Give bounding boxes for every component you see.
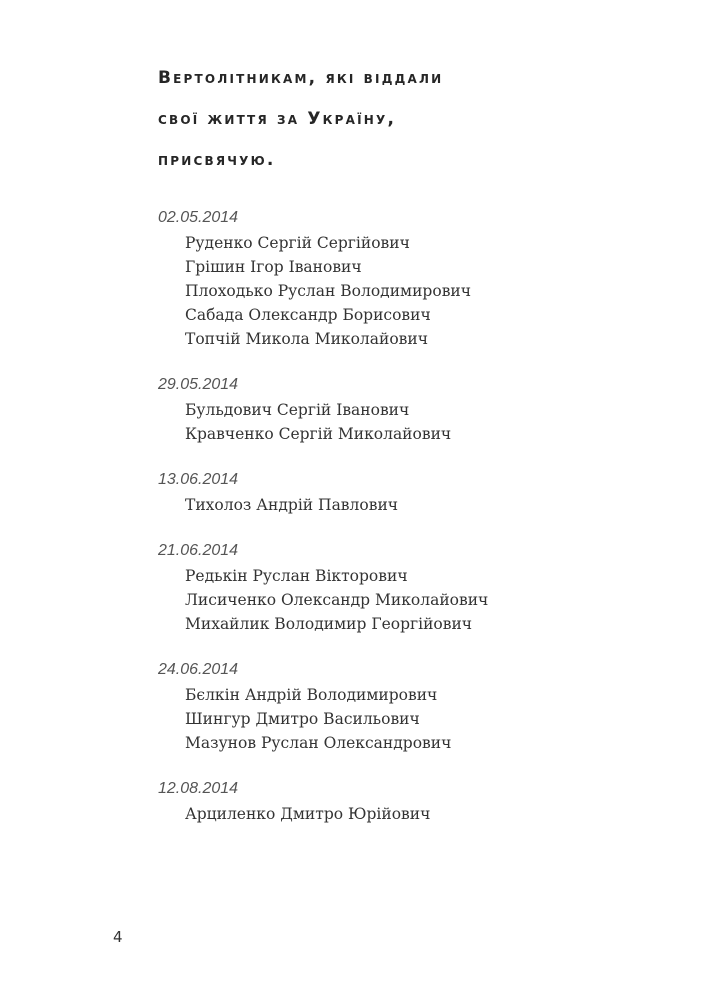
date-group <box>158 467 638 517</box>
group-date: 21.06.2014 <box>158 542 239 559</box>
date-group <box>158 372 638 446</box>
person-name: Тихолоз Андрій Павлович <box>185 496 399 514</box>
page-number: 4 <box>113 928 123 946</box>
dedication-heading <box>158 58 618 181</box>
group-date: 12.08.2014 <box>158 780 239 797</box>
person-name: Сабада Олександр Борисович <box>185 306 431 324</box>
person-name: Руденко Сергій Сергійович <box>185 234 410 252</box>
dedication-line: Вертолітникам, які віддали <box>158 68 444 88</box>
dedication-line: свої життя за Україну, <box>158 109 397 129</box>
person-name: Михайлик Володимир Георгійович <box>185 615 473 633</box>
dedication-line: присвячую. <box>158 150 276 170</box>
person-name: Бульдович Сергій Іванович <box>185 401 410 419</box>
person-name: Лисиченко Олександр Миколайович <box>185 591 489 609</box>
person-name: Шингур Дмитро Васильович <box>185 710 420 728</box>
person-name: Грішин Ігор Іванович <box>185 258 362 276</box>
group-date: 02.05.2014 <box>158 209 239 226</box>
memorial-list <box>158 205 638 847</box>
person-name: Плоходько Руслан Володимирович <box>185 282 471 300</box>
person-name: Редькін Руслан Вікторович <box>185 567 408 585</box>
group-date: 24.06.2014 <box>158 661 239 678</box>
person-name: Кравченко Сергій Миколайович <box>185 425 452 443</box>
group-date: 13.06.2014 <box>158 471 239 488</box>
person-name: Мазунов Руслан Олександрович <box>185 734 452 752</box>
person-name: Бєлкін Андрій Володимирович <box>185 686 438 704</box>
date-group <box>158 205 638 351</box>
date-group <box>158 538 638 636</box>
date-group <box>158 776 638 826</box>
date-group <box>158 657 638 755</box>
group-date: 29.05.2014 <box>158 376 239 393</box>
person-name: Топчій Микола Миколайович <box>185 330 428 348</box>
person-name: Арциленко Дмитро Юрійович <box>185 805 431 823</box>
